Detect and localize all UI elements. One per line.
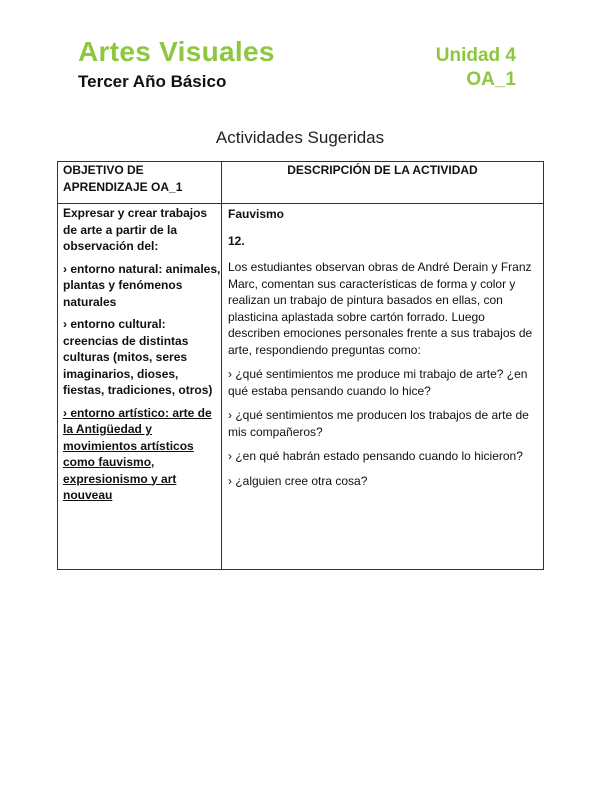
question-2: › ¿qué sentimientos me producen los trabajos de arte de mis compañeros? <box>228 408 529 439</box>
grade-subtitle: Tercer Año Básico <box>78 72 227 91</box>
subject-title: Artes Visuales <box>78 36 275 67</box>
description-cell <box>222 204 544 570</box>
question-3: › ¿en qué habrán estado pensando cuando lo hicieron? <box>228 449 523 463</box>
question-4: › ¿alguien cree otra cosa? <box>228 473 368 488</box>
objective-header <box>58 162 222 204</box>
objective-header-line1: OBJETIVO DE <box>63 163 144 177</box>
objective-intro: Expresar y crear trabajos de arte a partir de la observación del: <box>63 206 208 253</box>
oa-label: OA_1 <box>466 69 516 90</box>
objective-header-line2: APRENDIZAJE OA_1 <box>63 179 183 194</box>
description-header-label: DESCRIPCIÓN DE LA ACTIVIDAD <box>287 163 478 177</box>
section-title: Actividades Sugeridas <box>215 128 385 147</box>
objective-artistic: › entorno artístico: arte de la Antigüedad y movimientos artísticos como fauvismo, expresionismo y art nouveau <box>63 405 212 502</box>
activity-title: Fauvismo <box>228 207 285 221</box>
objective-cultural: › entorno cultural: creencias de distintas culturas (mitos, seres imaginarios, dioses, fiestas, tradiciones, otros) <box>63 317 213 397</box>
question-1: › ¿qué sentimientos me produce mi trabajo de arte? ¿en qué estaba pensando cuando lo hice? <box>228 367 528 398</box>
table-header-row <box>58 162 544 204</box>
header-left <box>78 36 275 93</box>
unit-label: Unidad 4 <box>435 45 516 66</box>
objective-cell <box>58 204 222 570</box>
activity-table <box>57 161 544 570</box>
table-body-row <box>58 204 544 570</box>
description-header <box>222 162 544 204</box>
objective-natural: › entorno natural: animales, plantas y fenómenos naturales <box>63 261 221 309</box>
header-right <box>436 44 516 92</box>
activity-number: 12. <box>228 233 245 248</box>
activity-description: Los estudiantes observan obras de André Derain y Franz Marc, comentan sus características de forma y color y realizan un trabajo de pintura basados en ellas, con plasticina aplastada sobre cartón forrado. Luego describen emociones personales frente a sus trabajos de arte, respondiendo preguntas como: <box>228 260 533 357</box>
